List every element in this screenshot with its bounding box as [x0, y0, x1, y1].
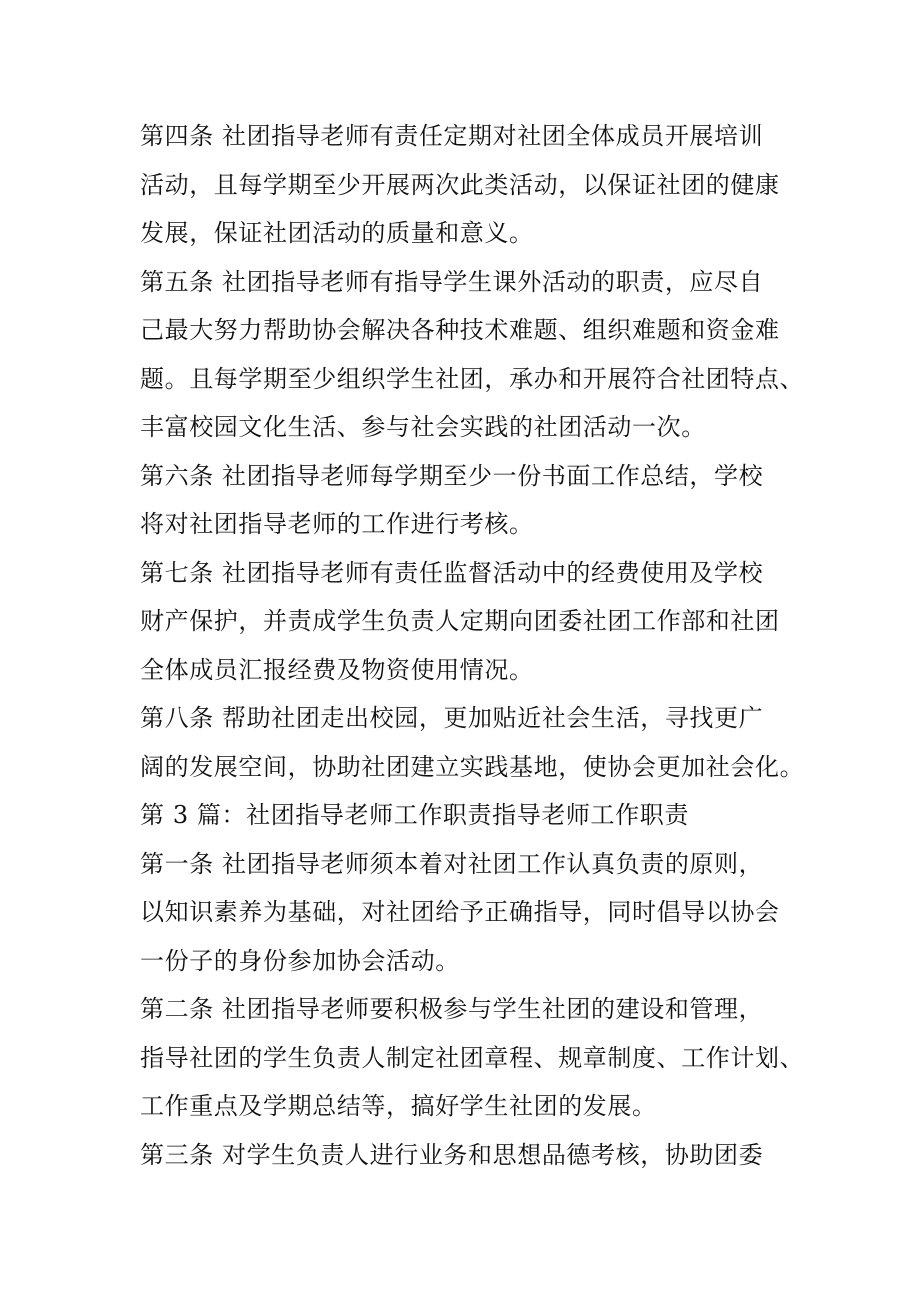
text-line: 发展，保证社团活动的质量和意义。: [140, 219, 534, 247]
text-line: 全体成员汇报经费及物资使用情况。: [140, 655, 534, 684]
text-line: 工作重点及学期总结等，搞好学生社团的发展。: [140, 1092, 657, 1120]
text-line: 阔的发展空间，协助社团建立实践基地，使协会更加社会化。: [140, 752, 805, 781]
text-line: 第七条 社团指导老师有责任监督活动中的经费使用及学校: [140, 558, 764, 587]
text-line: 第一条 社团指导老师须本着对社团工作认真负责的原则，: [140, 849, 764, 878]
text-line: 第二条 社团指导老师要积极参与学生社团的建设和管理，: [140, 995, 764, 1023]
text-line: 题。且每学期至少组织学生社团，承办和开展符合社团特点、: [140, 364, 805, 393]
text-line: 一份子的身份参加协会活动。: [140, 946, 460, 975]
text-line: 活动，且每学期至少开展两次此类活动，以保证社团的健康: [140, 170, 780, 199]
document-body: [140, 112, 805, 1179]
text-line: 以知识素养为基础，对社团给予正确指导，同时倡导以协会: [140, 898, 780, 926]
text-line: 己最大努力帮助协会解决各种技术难题、组织难题和资金难: [140, 316, 780, 344]
text-line: 财产保护，并责成学生负责人定期向团委社团工作部和社团: [140, 607, 780, 635]
text-line: 指导社团的学生负责人制定社团章程、规章制度、工作计划、: [140, 1043, 805, 1072]
text-line: 第八条 帮助社团走出校园，更加贴近社会生活，寻找更广: [140, 704, 764, 732]
text-line: 第三条 对学生负责人进行业务和思想品德考核，协助团委: [140, 1140, 764, 1169]
text-line: 第六条 社团指导老师每学期至少一份书面工作总结，学校: [140, 461, 764, 490]
section-heading: 第 3 篇：社团指导老师工作职责指导老师工作职责: [140, 801, 689, 829]
text-line: 丰富校园文化生活、参与社会实践的社团活动一次。: [140, 413, 706, 441]
text-line: 第五条 社团指导老师有指导学生课外活动的职责，应尽自: [140, 267, 764, 296]
text-line: 将对社团指导老师的工作进行考核。: [140, 510, 534, 538]
text-line: 第四条 社团指导老师有责任定期对社团全体成员开展培训: [140, 122, 764, 150]
